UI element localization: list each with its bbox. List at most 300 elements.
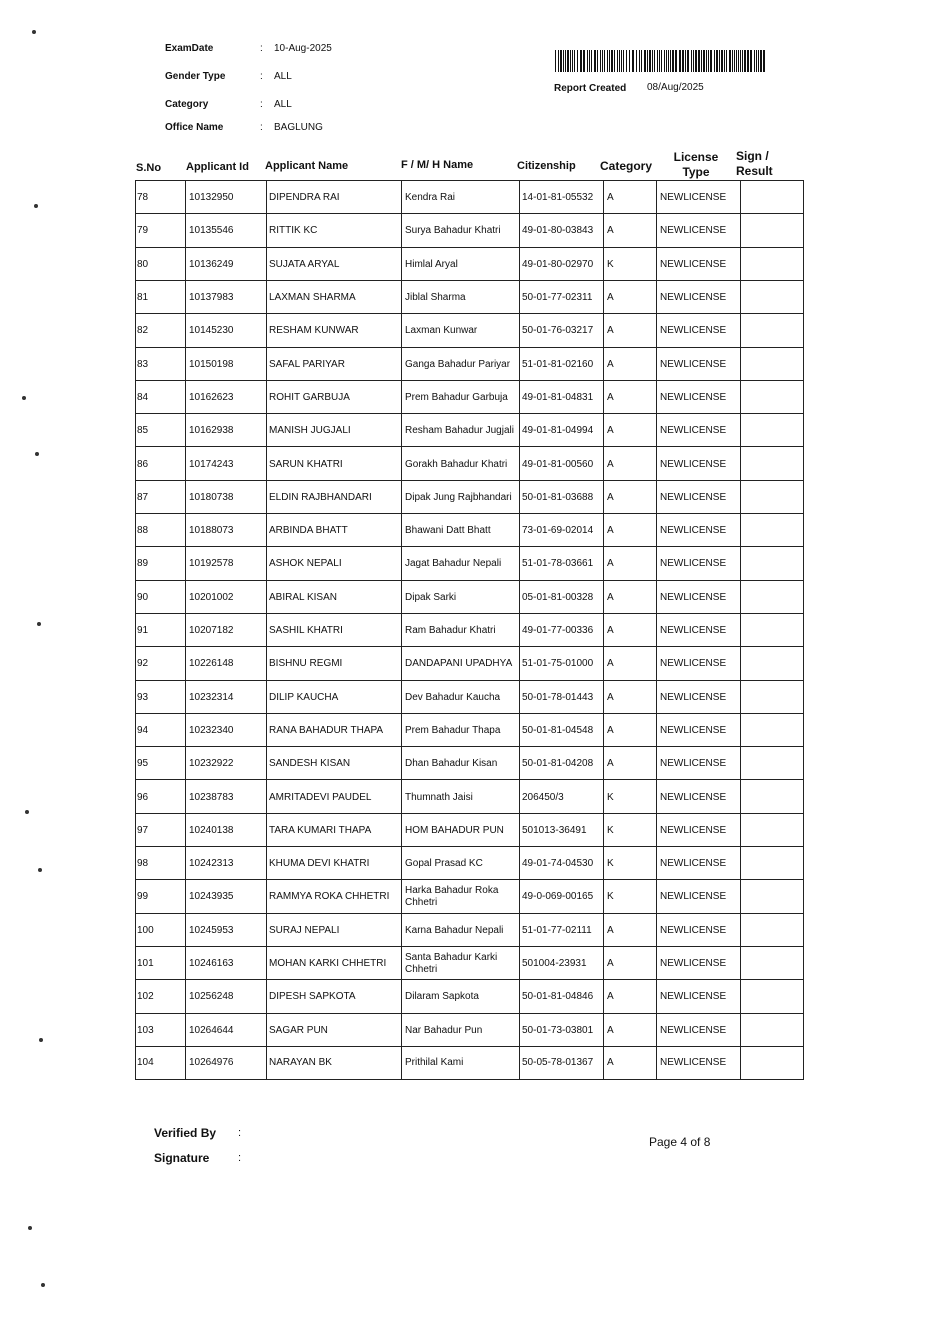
cell-id: 10264976 (189, 1057, 234, 1069)
cell-fmh: Bhawani Datt Bhatt (405, 525, 491, 537)
column-divider (603, 514, 604, 547)
column-divider (401, 514, 402, 547)
column-divider (656, 1047, 657, 1079)
cell-license: NEWLICENSE (660, 425, 727, 437)
cell-sign-result[interactable] (743, 980, 805, 1013)
column-divider (603, 248, 604, 281)
cell-sign-result[interactable] (743, 514, 805, 547)
scan-speck (41, 1283, 45, 1287)
cell-sign-result[interactable] (743, 747, 805, 780)
column-divider (603, 581, 604, 614)
header-sign-line1: Sign / (736, 149, 769, 163)
column-divider (266, 581, 267, 614)
cell-license: NEWLICENSE (660, 724, 727, 736)
column-divider (401, 747, 402, 780)
cell-fmh: Ram Bahadur Khatri (405, 625, 496, 637)
table-row (135, 680, 804, 714)
column-divider (603, 880, 604, 913)
cell-sign-result[interactable] (743, 348, 805, 381)
barcode-bar (560, 50, 562, 72)
barcode-bar (708, 50, 709, 72)
column-divider (185, 547, 186, 580)
column-divider (603, 181, 604, 214)
column-divider (656, 214, 657, 247)
column-divider (656, 314, 657, 347)
cell-sign-result[interactable] (743, 880, 805, 913)
cell-fmh: Gopal Prasad KC (405, 858, 483, 870)
cell-citizenship: 51-01-78-03661 (522, 558, 594, 570)
cell-sign-result[interactable] (743, 947, 805, 980)
column-divider (603, 647, 604, 680)
table-row (135, 846, 804, 880)
table-row (135, 613, 804, 647)
cell-sign-result[interactable] (743, 248, 805, 281)
column-divider (135, 847, 136, 880)
barcode-bar (666, 50, 667, 72)
cell-id: 10243935 (189, 891, 234, 903)
column-divider (519, 547, 520, 580)
column-divider (135, 547, 136, 580)
cell-category: A (607, 391, 614, 403)
cell-citizenship: 50-01-76-03217 (522, 325, 594, 337)
cell-sign-result[interactable] (743, 847, 805, 880)
column-divider (740, 914, 741, 947)
cell-name: MOHAN KARKI CHHETRI (269, 958, 387, 970)
cell-citizenship: 49-01-81-04994 (522, 425, 594, 437)
cell-citizenship: 49-01-81-04831 (522, 391, 594, 403)
cell-fmh: HOM BAHADUR PUN (405, 824, 504, 836)
cell-license: NEWLICENSE (660, 791, 727, 803)
column-divider (185, 348, 186, 381)
column-divider (740, 314, 741, 347)
column-divider (656, 647, 657, 680)
column-divider (266, 880, 267, 913)
header-sign-result (736, 149, 773, 179)
column-divider (266, 181, 267, 214)
cell-category: A (607, 491, 614, 503)
barcode-bar (742, 50, 743, 72)
column-divider (401, 248, 402, 281)
scan-speck (38, 868, 42, 872)
colon: : (260, 99, 263, 110)
cell-fmh: Jagat Bahadur Nepali (405, 558, 502, 570)
cell-name: SUJATA ARYAL (269, 258, 340, 270)
cell-name: RAMMYA ROKA CHHETRI (269, 891, 390, 903)
column-divider (401, 914, 402, 947)
barcode (555, 50, 768, 72)
column-divider (401, 1047, 402, 1079)
cell-fmh: Santa Bahadur Karki Chhetri (405, 951, 498, 975)
table-row (135, 946, 804, 980)
column-divider (740, 614, 741, 647)
cell-id: 10201002 (189, 591, 234, 603)
cell-sno: 87 (137, 491, 149, 503)
cell-citizenship: 50-01-81-04846 (522, 991, 594, 1003)
table-row (135, 979, 804, 1013)
barcode-bar (591, 50, 592, 72)
barcode-bar (617, 50, 618, 72)
table-row (135, 1013, 804, 1047)
cell-sign-result[interactable] (743, 314, 805, 347)
cell-id: 10162938 (189, 425, 234, 437)
barcode-bar (703, 50, 705, 72)
cell-category: A (607, 558, 614, 570)
cell-name: ASHOK NEPALI (269, 558, 342, 570)
cell-sign-result[interactable] (743, 681, 805, 714)
barcode-bar (679, 50, 681, 72)
cell-sign-result[interactable] (743, 614, 805, 647)
cell-sign-result[interactable] (743, 914, 805, 947)
scan-speck (35, 452, 39, 456)
cell-citizenship: 206450/3 (522, 791, 564, 803)
column-divider (603, 780, 604, 813)
column-divider (519, 281, 520, 314)
barcode-bar (693, 50, 694, 72)
cell-license: NEWLICENSE (660, 325, 727, 337)
table-row (135, 879, 804, 913)
table-row (135, 779, 804, 813)
report-created-label: Report Created (554, 83, 627, 94)
barcode-bar (682, 50, 684, 72)
cell-sign-result[interactable] (743, 214, 805, 247)
cell-id: 10162623 (189, 391, 234, 403)
colon: : (260, 43, 263, 54)
column-divider (185, 248, 186, 281)
column-divider (266, 547, 267, 580)
cell-license: NEWLICENSE (660, 658, 727, 670)
column-divider (135, 481, 136, 514)
cell-citizenship: 50-01-81-04548 (522, 724, 594, 736)
barcode-bar (657, 50, 658, 72)
column-divider (135, 348, 136, 381)
column-divider (519, 581, 520, 614)
cell-id: 10132950 (189, 192, 234, 204)
cell-name: BISHNU REGMI (269, 658, 343, 670)
column-divider (185, 447, 186, 480)
barcode-bar (594, 50, 596, 72)
barcode-bar (629, 50, 630, 72)
barcode-bar (567, 50, 569, 72)
barcode-bar (754, 50, 755, 72)
barcode-bar (710, 50, 712, 72)
colon: : (260, 71, 263, 82)
cell-name: SARUN KHATRI (269, 458, 343, 470)
barcode-bar (758, 50, 759, 72)
barcode-bar (574, 50, 575, 72)
column-divider (656, 681, 657, 714)
column-divider (135, 281, 136, 314)
cell-sno: 90 (137, 591, 149, 603)
cell-license: NEWLICENSE (660, 258, 727, 270)
column-divider (519, 747, 520, 780)
column-divider (740, 381, 741, 414)
cell-fmh: Gorakh Bahadur Khatri (405, 458, 508, 470)
cell-citizenship: 51-01-77-02111 (522, 924, 592, 936)
table-row (135, 180, 804, 214)
header-citizenship: Citizenship (517, 160, 576, 172)
barcode-bar (636, 50, 637, 72)
cell-id: 10150198 (189, 358, 234, 370)
column-divider (603, 714, 604, 747)
cell-id: 10232922 (189, 758, 234, 770)
cell-name: ARBINDA BHATT (269, 525, 348, 537)
barcode-bar (577, 50, 578, 72)
column-divider (185, 1014, 186, 1047)
cell-license: NEWLICENSE (660, 858, 727, 870)
exam-date-label: ExamDate (165, 43, 214, 54)
cell-citizenship: 05-01-81-00328 (522, 591, 594, 603)
cell-category: A (607, 991, 614, 1003)
scan-speck (39, 1038, 43, 1042)
table-row (135, 280, 804, 314)
cell-name: ROHIT GARBUJA (269, 391, 350, 403)
barcode-bar (734, 50, 735, 72)
cell-citizenship: 49-01-81-00560 (522, 458, 594, 470)
cell-name: SAFAL PARIYAR (269, 358, 345, 370)
column-divider (656, 747, 657, 780)
column-divider (656, 547, 657, 580)
column-divider (740, 547, 741, 580)
column-divider (656, 847, 657, 880)
column-divider (135, 447, 136, 480)
column-divider (266, 481, 267, 514)
barcode-bar (706, 50, 707, 72)
column-divider (603, 214, 604, 247)
table-row (135, 546, 804, 580)
cell-license: NEWLICENSE (660, 924, 727, 936)
cell-license: NEWLICENSE (660, 192, 727, 204)
cell-sign-result[interactable] (743, 381, 805, 414)
cell-sno: 79 (137, 225, 149, 237)
barcode-bar (609, 50, 610, 72)
column-divider (401, 880, 402, 913)
cell-category: A (607, 591, 614, 603)
column-divider (401, 1014, 402, 1047)
column-divider (656, 447, 657, 480)
colon: : (260, 122, 263, 133)
column-divider (185, 214, 186, 247)
barcode-bar (670, 50, 671, 72)
barcode-bar (732, 50, 733, 72)
column-divider (740, 980, 741, 1013)
barcode-bar (632, 50, 634, 72)
column-divider (740, 847, 741, 880)
cell-name: NARAYAN BK (269, 1057, 332, 1069)
cell-fmh: Karna Bahadur Nepali (405, 924, 504, 936)
barcode-bar (691, 50, 692, 72)
cell-fmh: Prem Bahadur Thapa (405, 724, 501, 736)
cell-category: A (607, 225, 614, 237)
column-divider (266, 714, 267, 747)
column-divider (519, 248, 520, 281)
barcode-bar (750, 50, 752, 72)
cell-citizenship: 49-0-069-00165 (522, 891, 594, 903)
cell-name: SURAJ NEPALI (269, 924, 340, 936)
cell-fmh: Himlal Aryal (405, 258, 458, 270)
cell-sno: 101 (137, 958, 154, 970)
column-divider (266, 947, 267, 980)
column-divider (266, 980, 267, 1013)
cell-sign-result[interactable] (743, 181, 805, 214)
barcode-bar (736, 50, 737, 72)
barcode-bar (724, 50, 725, 72)
column-divider (135, 181, 136, 214)
column-divider (603, 1014, 604, 1047)
cell-sign-result[interactable] (743, 714, 805, 747)
cell-sign-result[interactable] (743, 281, 805, 314)
column-divider (185, 381, 186, 414)
barcode-bar (649, 50, 651, 72)
column-divider (185, 647, 186, 680)
column-divider (401, 581, 402, 614)
barcode-bar (659, 50, 660, 72)
column-divider (519, 514, 520, 547)
cell-sign-result[interactable] (743, 447, 805, 480)
cell-id: 10136249 (189, 258, 234, 270)
cell-sno: 93 (137, 691, 149, 703)
column-divider (603, 747, 604, 780)
table-row (135, 413, 804, 447)
header-category: Category (600, 159, 653, 173)
cell-sno: 85 (137, 425, 149, 437)
scan-speck (32, 30, 36, 34)
cell-sno: 91 (137, 625, 149, 637)
cell-sign-result[interactable] (743, 814, 805, 847)
column-divider (135, 980, 136, 1013)
cell-sno: 103 (137, 1024, 154, 1036)
cell-fmh: Surya Bahadur Khatri (405, 225, 501, 237)
exam-date-value: 10-Aug-2025 (274, 43, 332, 54)
cell-id: 10245953 (189, 924, 234, 936)
barcode-bar (726, 50, 727, 72)
colon: : (238, 1152, 242, 1164)
cell-category: A (607, 958, 614, 970)
table-row (135, 380, 804, 414)
column-divider (185, 1047, 186, 1079)
column-divider (603, 447, 604, 480)
cell-sno: 97 (137, 824, 149, 836)
column-divider (656, 814, 657, 847)
cell-citizenship: 501013-36491 (522, 824, 587, 836)
column-divider (519, 947, 520, 980)
cell-category: K (607, 858, 614, 870)
column-divider (266, 414, 267, 447)
cell-sno: 78 (137, 192, 149, 204)
cell-name: SASHIL KHATRI (269, 625, 343, 637)
cell-license: NEWLICENSE (660, 891, 727, 903)
cell-id: 10192578 (189, 558, 234, 570)
cell-sno: 82 (137, 325, 149, 337)
cell-name: AMRITADEVI PAUDEL (269, 791, 372, 803)
column-divider (401, 214, 402, 247)
column-divider (656, 614, 657, 647)
column-divider (401, 447, 402, 480)
cell-category: A (607, 458, 614, 470)
column-divider (656, 414, 657, 447)
column-divider (519, 181, 520, 214)
header-sno: S.No (136, 162, 162, 174)
cell-license: NEWLICENSE (660, 225, 727, 237)
cell-id: 10180738 (189, 491, 234, 503)
column-divider (266, 281, 267, 314)
cell-sno: 92 (137, 658, 149, 670)
header-license-line1: License (673, 150, 719, 164)
cell-sno: 99 (137, 891, 149, 903)
column-divider (266, 814, 267, 847)
column-divider (656, 980, 657, 1013)
column-divider (519, 414, 520, 447)
cell-sign-result[interactable] (743, 414, 805, 447)
column-divider (401, 381, 402, 414)
column-divider (740, 814, 741, 847)
column-divider (519, 814, 520, 847)
cell-id: 10145230 (189, 325, 234, 337)
column-divider (740, 214, 741, 247)
column-divider (266, 314, 267, 347)
cell-sno: 102 (137, 991, 154, 1003)
column-divider (185, 514, 186, 547)
column-divider (519, 647, 520, 680)
column-divider (401, 780, 402, 813)
table-row (135, 646, 804, 680)
column-divider (656, 348, 657, 381)
table-row (135, 480, 804, 514)
cell-sign-result[interactable] (743, 780, 805, 813)
cell-citizenship: 50-01-73-03801 (522, 1024, 594, 1036)
cell-category: A (607, 1057, 614, 1069)
column-divider (603, 681, 604, 714)
cell-license: NEWLICENSE (660, 958, 727, 970)
table-row (135, 913, 804, 947)
cell-sign-result[interactable] (743, 547, 805, 580)
cell-citizenship: 49-01-77-00336 (522, 625, 594, 637)
column-divider (401, 414, 402, 447)
cell-id: 10246163 (189, 958, 234, 970)
cell-sign-result[interactable] (743, 1014, 805, 1047)
cell-fmh: Dhan Bahadur Kisan (405, 758, 498, 770)
cell-name: RANA BAHADUR THAPA (269, 724, 384, 736)
cell-sign-result[interactable] (743, 581, 805, 614)
column-divider (266, 681, 267, 714)
column-divider (401, 481, 402, 514)
barcode-bar (672, 50, 674, 72)
cell-fmh: Ganga Bahadur Pariyar (405, 358, 511, 370)
cell-fmh: Prem Bahadur Garbuja (405, 391, 508, 403)
column-divider (519, 314, 520, 347)
column-divider (135, 780, 136, 813)
cell-license: NEWLICENSE (660, 292, 727, 304)
cell-sign-result[interactable] (743, 1047, 805, 1079)
column-divider (266, 1014, 267, 1047)
column-divider (401, 947, 402, 980)
column-divider (740, 681, 741, 714)
cell-category: K (607, 258, 614, 270)
cell-citizenship: 50-01-78-01443 (522, 691, 594, 703)
column-divider (185, 814, 186, 847)
column-divider (740, 581, 741, 614)
cell-sign-result[interactable] (743, 647, 805, 680)
barcode-bar (570, 50, 571, 72)
cell-id: 10207182 (189, 625, 234, 637)
scan-speck (22, 396, 26, 400)
cell-sign-result[interactable] (743, 481, 805, 514)
barcode-bar (558, 50, 559, 72)
barcode-bar (644, 50, 646, 72)
column-divider (135, 514, 136, 547)
table-row (135, 247, 804, 281)
cell-citizenship: 51-01-81-02160 (522, 358, 594, 370)
column-divider (401, 714, 402, 747)
